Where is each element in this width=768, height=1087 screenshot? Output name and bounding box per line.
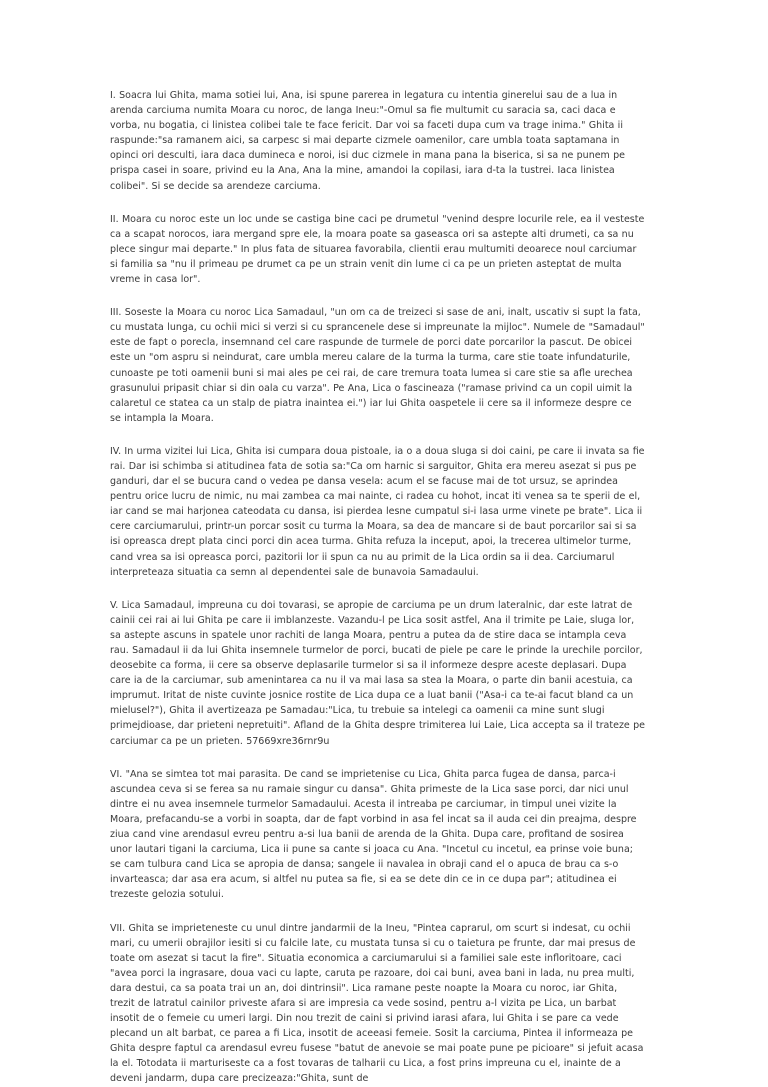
paragraph-4: IV. In urma vizitei lui Lica, Ghita isi cumpara doua pistoale, ia o a doua sluga si doi caini, pe care ii invata sa fie rai. Dar isi schimba si atitudinea fata de sotia sa:"Ca om harnic si sarguitor, Ghita era mereu asezat si pus pe ganduri, dar el se bucura cand o vedea pe dansa vesela: acum el se facuse mai de tot ursuz, se aprindea pentru orice lucru de nimic, nu mai zambea ca mai nainte, ci radea cu hohot, incat iti venea sa te sperii de el, iar cand se mai harjonea cateodata cu dansa, isi pierdea lesne cumpatul si-i lasa urme vinete pe brate". Lica ii cere carciumarului, printr-un porcar sosit cu turma la Moara, sa dea de mancare si de baut porcarilor sai si sa isi opreasca drept plata cinci porci din acea turma. Ghita refuza la inceput, apoi, la trecerea ultimelor turme, cand vrea sa isi opreasca porci, pazitorii lor ii spun ca nu au primit de la Lica ordin sa ii dea. Carciumarul interpreteaza situatia ca semn al dependentei sale de bunavoia Samadaului.	[110, 445, 645, 578]
paragraph-3: III. Soseste la Moara cu noroc Lica Samadaul, "un om ca de treizeci si sase de ani, inalt, uscativ si supt la fata, cu mustata lunga, cu ochii mici si verzi si cu sprancenele dese si impreunate la mijloc". Numele de "Samadaul" este de fapt o porecla, insemnand cel care raspunde de turmele de porci date porcarilor la pascut. De obicei este un "om aspru si neindurat, care umbla mereu calare de la turma la turma, care stie toate infundaturile, cunoaste pe toti oamenii buni si mai ales pe cei rai, de care tremura toata lumea si care stie sa afle urechea grasunului pripasit chiar si din oala cu varza". Pe Ana, Lica o fascineaza ("ramase privind ca un copil uimit la calaretul ce statea ca un stalp de piatra inaintea ei.") iar lui Ghita oaspetele ii cere sa il informeze despre ce se intampla la Moara.	[110, 307, 645, 424]
document-page	[110, 88, 645, 1085]
paragraph-1: I. Soacra lui Ghita, mama sotiei lui, Ana, isi spune parerea in legatura cu intentia ginerelui sau de a lua in arenda carciuma numita Moara cu noroc, de langa Ineu:"-Omul sa fie multumit cu saracia sa, caci daca e vorba, nu bogatia, ci linistea colibei tale te face fericit. Dar voi sa faceti dupa cum va trage inima." Ghita ii raspunde:"sa ramanem aici, sa carpesc si mai departe cizmele oamenilor, care umbla toata saptamana in opinci ori desculti, iara daca dumineca e noroi, isi duc cizmele in mana pana la biserica, si sa ne punem pe prispa casei in soare, privind eu la Ana, Ana la mine, amandoi la copilasi, iara d-ta la tustrei. Iaca linistea colibei". Si se decide sa arendeze carciuma.	[110, 90, 626, 192]
paragraph-5: V. Lica Samadaul, impreuna cu doi tovarasi, se apropie de carciuma pe un drum lateralnic, dar este latrat de cainii cei rai ai lui Ghita pe care ii imblanzeste. Vazandu-l pe Lica sosit astfel, Ana il trimite pe Laie, sluga lor, sa astepte ascuns in spatele unor rachiti de langa Moara, pentru a putea da de stire daca se intampla ceva rau. Samadaul ii da lui Ghita insemnele turmelor de porci, bucati de piele pe care le prinde la urechile porcilor, deosebite ca forma, ii cere sa observe deplasarile turmelor si sa il informeze despre aceste deplasari. Dupa care ia de la carciumar, sub amenintarea ca nu il va mai lasa sa stea la Moara, o parte din banii acestuia, ca imprumut. Iritat de niste cuvinte josnice rostite de Lica dupa ce a luat banii ("Asa-i ca te-ai facut bland ca un mielusel?"), Ghita il avertizeaza pe Samadau:"Lica, tu trebuie sa intelegi ca oamenii ca mine sunt slugi primejdioase, dar prieteni nepretuiti". Afland de la Ghita despre trimiterea lui Laie, Lica accepta sa il trateze pe carciumar ca pe un prieten. 57669xre36rnr9u	[110, 599, 645, 747]
paragraph-2: II. Moara cu noroc este un loc unde se castiga bine caci pe drumetul "venind despre locurile rele, ea il vesteste ca a scapat norocos, iara mergand spre ele, la moara poate sa gaseasca ori sa astepte alti drumeti, ca sa nu plece singur mai departe." In plus fata de situarea favorabila, clientii erau multumiti deoarece noul carciumar si familia sa "nu il primeau pe drumet ca pe un strain venit din lume ci ca pe un prieten asteptat de multa vreme in casa lor".	[110, 213, 645, 286]
paragraph-7: VII. Ghita se imprieteneste cu unul dintre jandarmii de la Ineu, "Pintea caprarul, om scurt si indesat, cu ochii mari, cu umerii obrajilor iesiti si cu falcile late, cu mustata tunsa si cu o taietura pe frunte, dar mai presus de toate om asezat si tacut la fire". Situatia economica a carciumarului si a familiei sale este infloritoare, caci "avea porci la ingrasare, doua vaci cu lapte, caruta pe razoare, doi cai buni, avea bani in lada, nu prea multi, dara destui, ca sa poata trai un an, doi dintrinsii". Lica ramane peste noapte la Moara cu noroc, iar Ghita, trezit de latratul cainilor priveste afara si are impresia ca vede sosind, pentru a-l vizita pe Lica, un barbat insotit de o femeie cu umeri largi. Din nou trezit de caini si privind iarasi afara, lui Ghita i se pare ca vede plecand un alt barbat, ce parea a fi Lica, insotit de aceeasi femeie. Sosit la carciuma, Pintea il informeaza pe Ghita despre faptul ca arendasul evreu fusese "batut de anevoie se mai poate pune pe picioare" si jefuit acasa la el. Totodata ii marturiseste ca a fost tovaras de talharii cu Lica, a fost prins impreuna cu el, inainte de a deveni jandarm, dupa care precizeaza:"Ghita, sunt de	[110, 922, 644, 1085]
paragraph-6: VI. "Ana se simtea tot mai parasita. De cand se imprietenise cu Lica, Ghita parca fugea de dansa, parca-i ascundea ceva si se ferea sa nu ramaie singur cu dansa". Ghita primeste de la Lica sase porci, dar nici unul dintre ei nu avea insemnele turmelor Samadaului. Acesta il intreaba pe carciumar, in timpul unei vizite la Moara, prefacandu-se a vorbi in soapta, dar de fapt vorbind in asa fel incat sa il auda cei din preajma, despre ziua cand vine arendasul evreu pentru a-si lua banii de arenda de la Ghita. Dupa care, profitand de sosirea unor lautari tigani la carciuma, Lica ii pune sa cante si joaca cu Ana. "Incetul cu incetul, ea prinse voie buna; se cam tulbura cand Lica se apropia de dansa; sangele ii navalea in obraji cand el o apuca de brau ca s-o invarteasca; dar asa era acum, si altfel nu putea sa fie, si ea se dete din ce in ce dupa par"; atitudinea ei trezeste gelozia sotului.	[110, 768, 637, 901]
